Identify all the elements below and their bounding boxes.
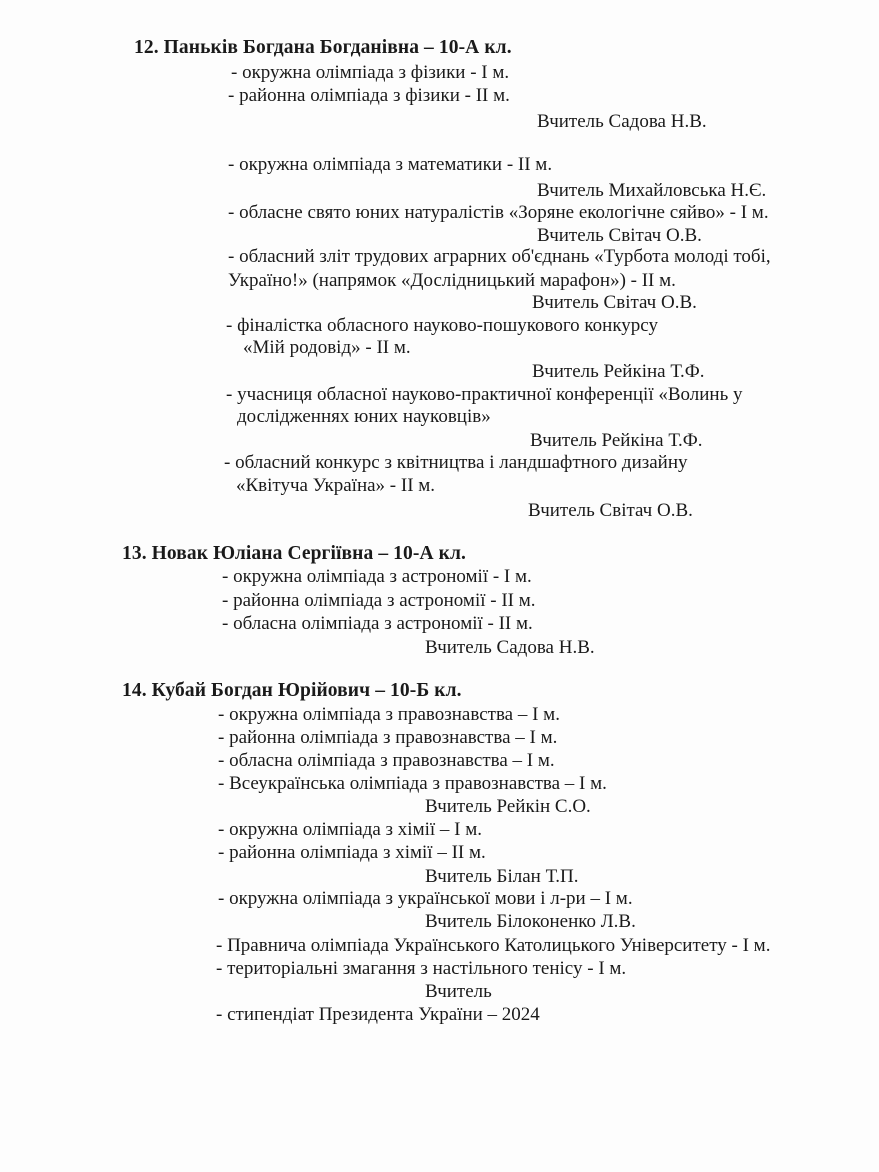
teacher-line: Вчитель Світач О.В. (528, 500, 693, 521)
achievement-line-continued: Україно!» (напрямок «Дослідницький марафон») - ІІ м. (228, 270, 676, 291)
teacher-line: Вчитель Білан Т.П. (425, 866, 579, 887)
achievement-line: - окружна олімпіада з правознавства – І м. (218, 704, 560, 725)
achievement-line: - окружна олімпіада з фізики - І м. (231, 62, 510, 83)
achievement-line: - Правнича олімпіада Українського Католицького Університету - І м. (216, 935, 771, 956)
achievement-line: - фіналістка обласного науково-пошукового конкурсу (226, 315, 658, 336)
teacher-line: Вчитель Світач О.В. (532, 292, 697, 313)
achievement-line: - обласна олімпіада з правознавства – І м. (218, 750, 555, 771)
achievement-line: - обласне свято юних натуралістів «Зоряне екологічне сяйво» - І м. (228, 202, 769, 223)
achievement-line: - районна олімпіада з правознавства – І м. (218, 727, 558, 748)
achievement-line: - районна олімпіада з хімії – ІІ м. (218, 842, 486, 863)
teacher-line: Вчитель Садова Н.В. (425, 637, 595, 658)
achievement-line: - стипендіат Президента України – 2024 (216, 1004, 540, 1025)
achievement-line-continued: «Квітуча Україна» - ІІ м. (236, 475, 436, 496)
achievement-line: - учасниця обласної науково-практичної конференції «Волинь у (226, 384, 743, 405)
teacher-line: Вчитель Рейкіна Т.Ф. (532, 361, 705, 382)
achievement-line: - районна олімпіада з фізики - ІІ м. (228, 85, 510, 106)
teacher-line: Вчитель Білоконенко Л.В. (425, 911, 636, 932)
student-13-heading: 13. Новак Юліана Сергіївна – 10-А кл. (122, 543, 466, 564)
student-12-heading: 12. Паньків Богдана Богданівна – 10-А кл. (134, 37, 512, 58)
achievement-line: - обласний конкурс з квітництва і ландшафтного дизайну (224, 452, 688, 473)
achievement-line: - окружна олімпіада з хімії – І м. (218, 819, 483, 840)
student-14-heading: 14. Кубай Богдан Юрійович – 10-Б кл. (122, 680, 462, 701)
achievement-line: - територіальні змагання з настільного тенісу - І м. (216, 958, 627, 979)
teacher-line: Вчитель Садова Н.В. (537, 111, 707, 132)
achievement-line: - обласний зліт трудових аграрних об'єднань «Турбота молоді тобі, (228, 246, 771, 267)
achievement-line: - обласна олімпіада з астрономії - ІІ м. (222, 613, 533, 634)
teacher-line: Вчитель Рейкін С.О. (425, 796, 591, 817)
achievement-line: - окружна олімпіада з астрономії - І м. (222, 566, 532, 587)
teacher-line: Вчитель Рейкіна Т.Ф. (530, 430, 703, 451)
teacher-line: Вчитель (425, 981, 492, 1002)
achievement-line: - окружна олімпіада з української мови і л-ри – І м. (218, 888, 633, 909)
achievement-line: - Всеукраїнська олімпіада з правознавства – І м. (218, 773, 607, 794)
achievement-line: - окружна олімпіада з математики - ІІ м. (228, 154, 553, 175)
achievement-line-continued: дослідженнях юних науковців» (237, 406, 491, 427)
teacher-line: Вчитель Михайловська Н.Є. (537, 180, 767, 201)
achievement-line: - районна олімпіада з астрономії - ІІ м. (222, 590, 536, 611)
teacher-line: Вчитель Світач О.В. (537, 225, 702, 246)
achievement-line-continued: «Мій родовід» - ІІ м. (243, 337, 411, 358)
